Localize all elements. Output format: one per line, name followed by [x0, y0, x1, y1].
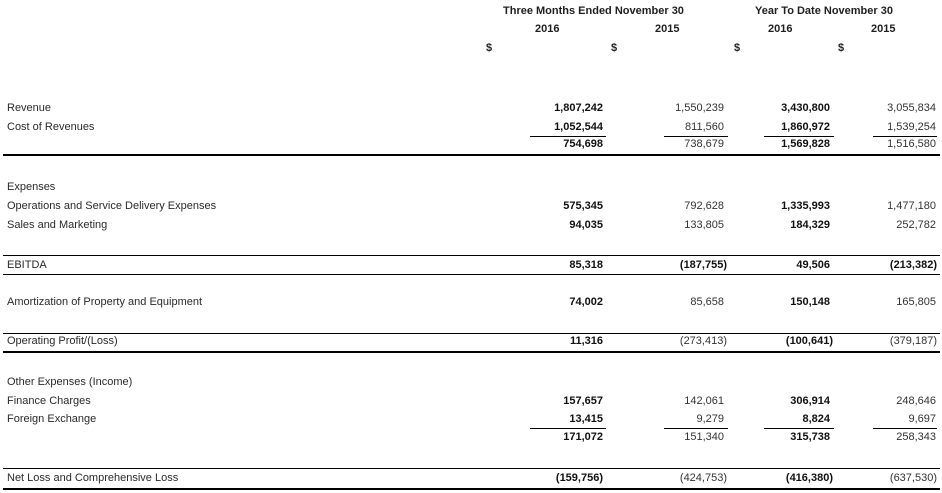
- cell: 142,061: [684, 395, 724, 407]
- header-three-months: Three Months Ended November 30: [503, 5, 684, 17]
- cell: (273,413): [679, 335, 727, 347]
- cell: 252,782: [896, 219, 936, 231]
- cell: (100,641): [785, 335, 833, 347]
- cell: (416,380): [785, 472, 833, 484]
- cell: 315,738: [790, 431, 830, 443]
- section-label-expenses: Expenses: [7, 181, 56, 193]
- subtotal-line: [530, 136, 606, 137]
- cell: (424,753): [679, 472, 727, 484]
- row-label-cost-of-revenues: Cost of Revenues: [7, 121, 95, 133]
- row-label-amortization: Amortization of Property and Equipment: [7, 296, 203, 308]
- subtotal-line: [873, 136, 937, 137]
- row-label-ebitda: EBITDA: [7, 259, 47, 271]
- header-year-to-date: Year To Date November 30: [755, 5, 893, 17]
- cell: 133,805: [684, 219, 724, 231]
- cell: 1,477,180: [887, 200, 936, 212]
- cell: 811,560: [685, 121, 724, 133]
- cell: 49,506: [796, 259, 830, 271]
- cell: 150,148: [790, 296, 830, 308]
- cell: 1,052,544: [554, 121, 603, 133]
- row-label-finance-charges: Finance Charges: [7, 395, 91, 407]
- cell: 94,035: [569, 219, 603, 231]
- cell: (159,756): [555, 472, 603, 484]
- row-label-net-loss: Net Loss and Comprehensive Loss: [7, 472, 179, 484]
- header-year-col2: 2015: [655, 23, 680, 35]
- currency-col3: $: [734, 42, 741, 54]
- cell: 13,415: [569, 413, 603, 425]
- cell: 1,335,993: [781, 200, 830, 212]
- cell: (637,530): [889, 472, 937, 484]
- currency-col2: $: [611, 42, 618, 54]
- cell: 575,345: [563, 200, 603, 212]
- cell: 11,316: [569, 335, 603, 347]
- section-label-other-expenses: Other Expenses (Income): [7, 376, 133, 388]
- section-divider: [3, 351, 940, 353]
- header-year-col1: 2016: [535, 23, 560, 35]
- cell: 1,569,828: [781, 138, 830, 150]
- cell: 85,318: [569, 259, 603, 271]
- header-year-col4: 2015: [871, 23, 896, 35]
- subtotal-line: [530, 428, 606, 429]
- cell: 8,824: [802, 413, 830, 425]
- row-label-sales-marketing: Sales and Marketing: [7, 219, 108, 231]
- cell: (187,755): [679, 259, 727, 271]
- subtotal-line: [764, 136, 834, 137]
- cell: (213,382): [889, 259, 937, 271]
- row-divider: [3, 255, 940, 256]
- section-divider: [3, 154, 940, 156]
- cell: 1,860,972: [781, 121, 830, 133]
- cell: 1,550,239: [675, 102, 724, 114]
- row-label-foreign-exchange: Foreign Exchange: [7, 413, 97, 425]
- subtotal-line: [664, 428, 728, 429]
- section-divider: [3, 488, 940, 490]
- cell: 184,329: [790, 219, 830, 231]
- row-label-operations: Operations and Service Delivery Expenses: [7, 200, 217, 212]
- cell: (379,187): [889, 335, 937, 347]
- row-divider: [3, 468, 940, 469]
- cell: 306,914: [790, 395, 830, 407]
- cell: 85,658: [690, 296, 724, 308]
- currency-col4: $: [838, 42, 845, 54]
- cell: 258,343: [896, 431, 936, 443]
- cell: 1,516,580: [887, 138, 936, 150]
- cell: 74,002: [569, 296, 603, 308]
- row-divider: [3, 274, 940, 275]
- cell: 9,697: [908, 413, 936, 425]
- cell: 171,072: [563, 431, 603, 443]
- currency-col1: $: [486, 42, 493, 54]
- cell: 1,807,242: [554, 102, 603, 114]
- subtotal-line: [873, 428, 937, 429]
- cell: 792,628: [684, 200, 724, 212]
- cell: 157,657: [563, 395, 603, 407]
- cell: 3,430,800: [781, 102, 830, 114]
- header-year-col3: 2016: [768, 23, 793, 35]
- row-label-operating-profit: Operating Profit/(Loss): [7, 335, 118, 347]
- cell: 738,679: [684, 138, 724, 150]
- subtotal-line: [764, 428, 834, 429]
- cell: 248,646: [896, 395, 936, 407]
- subtotal-line: [664, 136, 728, 137]
- row-divider: [3, 333, 940, 334]
- cell: 1,539,254: [887, 121, 936, 133]
- cell: 754,698: [563, 138, 603, 150]
- cell: 165,805: [896, 296, 936, 308]
- cell: 9,279: [696, 413, 724, 425]
- cell: 3,055,834: [887, 102, 936, 114]
- cell: 151,340: [684, 431, 724, 443]
- row-label-revenue: Revenue: [7, 102, 52, 114]
